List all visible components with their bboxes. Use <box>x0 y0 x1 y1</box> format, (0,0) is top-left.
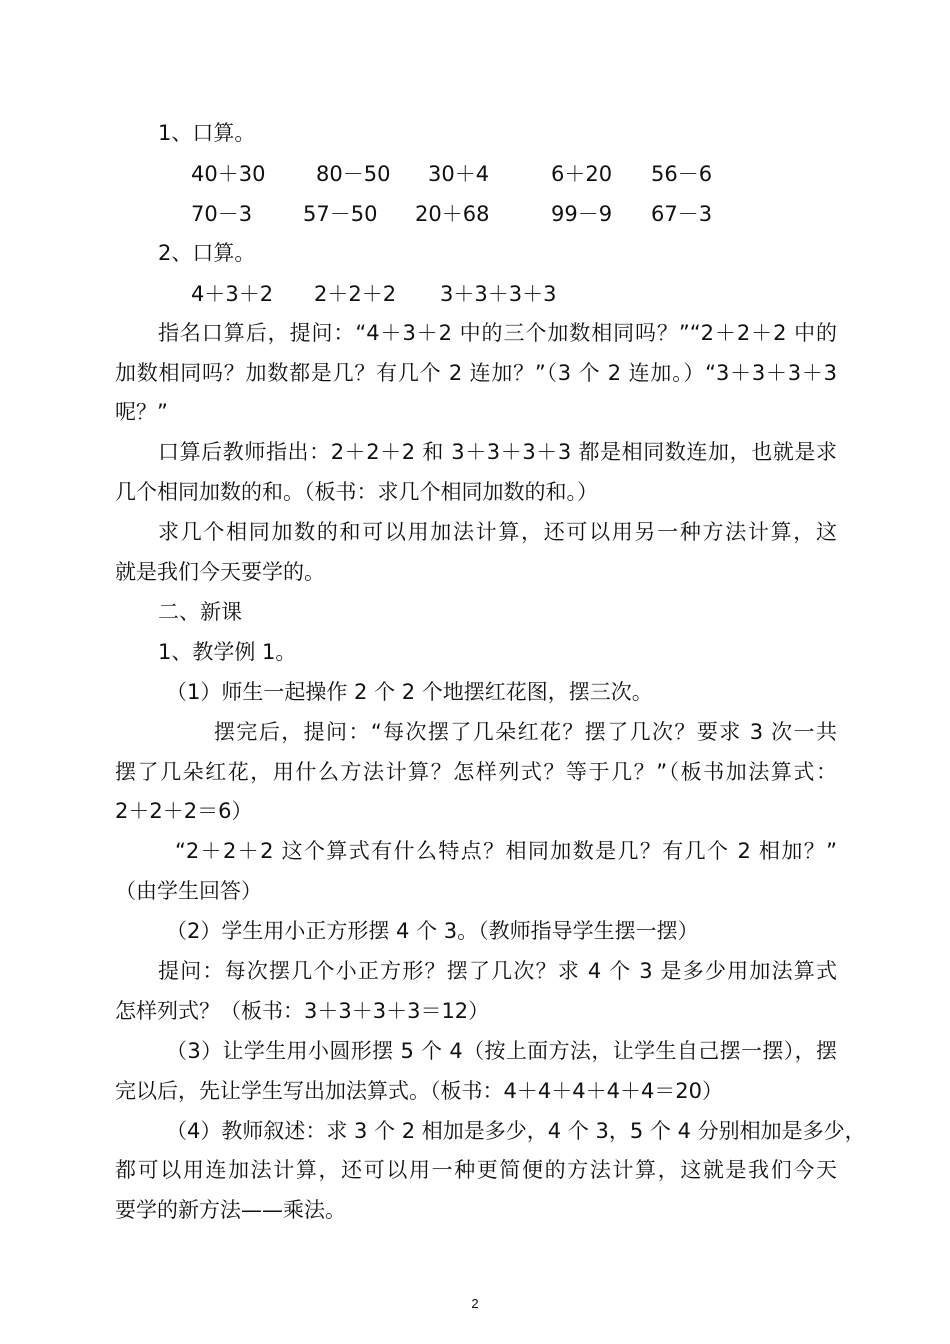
text-line: 几个相同加数的和。（板书：求几个相同加数的和。） <box>115 480 598 504</box>
text-line: 摆了几朵红花，用什么方法计算？怎样列式？等于几？”（板书加法算式： <box>115 760 837 784</box>
text-line: 指名口算后，提问：“4＋3＋2 中的三个加数相同吗？”“2＋2＋2 中的 <box>158 321 837 345</box>
math-item: 20＋68 <box>415 202 490 226</box>
math-item: 67－3 <box>651 202 713 226</box>
step-2: （2）学生用小正方形摆 4 个 3。（教师指导学生摆一摆） <box>166 919 699 943</box>
text-line: （3）让学生用小圆形摆 5 个 4（按上面方法，让学生自己摆一摆），摆 <box>166 1039 837 1063</box>
text-line: （由学生回答） <box>115 879 262 903</box>
text-line: 呢？” <box>115 400 168 424</box>
text-line: 提问：每次摆几个小正方形？摆了几次？求 4 个 3 是多少用加法算式 <box>158 959 837 983</box>
section-2-title: 2、口算。 <box>158 241 256 265</box>
text-line: 加数相同吗？加数都是几？有几个 2 连加？”（3 个 2 连加。）“3＋3＋3＋3 <box>115 361 837 385</box>
math-item: 6＋20 <box>551 162 613 186</box>
text-line: 摆完后，提问：“每次摆了几朵红花？摆了几次？要求 3 次一共 <box>214 720 837 744</box>
math-item: 70－3 <box>191 202 253 226</box>
text-line: 就是我们今天要学的。 <box>115 560 325 584</box>
math-item: 30＋4 <box>428 162 490 186</box>
text-line: 怎样列式？（板书：3＋3＋3＋3＝12） <box>115 999 490 1023</box>
text-line: 求几个相同加数的和可以用加法计算，还可以用另一种方法计算，这 <box>158 520 837 544</box>
math-item: 4＋3＋2 <box>191 282 274 306</box>
heading-new-lesson: 二、新课 <box>158 600 242 624</box>
math-item: 40＋30 <box>191 162 266 186</box>
text-line: 完以后，先让学生写出加法算式。（板书：4＋4＋4＋4＋4＝20） <box>115 1079 724 1103</box>
math-item: 80－50 <box>316 162 391 186</box>
section-1-title: 1、口算。 <box>158 121 256 145</box>
text-line: 口算后教师指出：2＋2＋2 和 3＋3＋3＋3 都是相同数连加，也就是求 <box>158 440 837 464</box>
text-line: （4）教师叙述：求 3 个 2 相加是多少，4 个 3，5 个 4 分别相加是多少， <box>166 1119 866 1143</box>
math-item: 57－50 <box>303 202 378 226</box>
page-number: 2 <box>471 1296 479 1311</box>
text-line: 2＋2＋2＝6） <box>115 799 253 823</box>
math-item: 2＋2＋2 <box>314 282 397 306</box>
step-1: （1）师生一起操作 2 个 2 个地摆红花图，摆三次。 <box>166 680 653 704</box>
math-item: 3＋3＋3＋3 <box>440 282 557 306</box>
math-item: 99－9 <box>551 202 613 226</box>
text-line: “2＋2＋2 这个算式有什么特点？相同加数是几？有几个 2 相加？” <box>175 839 837 863</box>
example-title: 1、教学例 1。 <box>158 640 297 664</box>
text-line: 都可以用连加法计算，还可以用一种更简便的方法计算，这就是我们今天 <box>115 1158 837 1182</box>
math-item: 56－6 <box>651 162 713 186</box>
text-line: 要学的新方法——乘法。 <box>115 1198 346 1222</box>
